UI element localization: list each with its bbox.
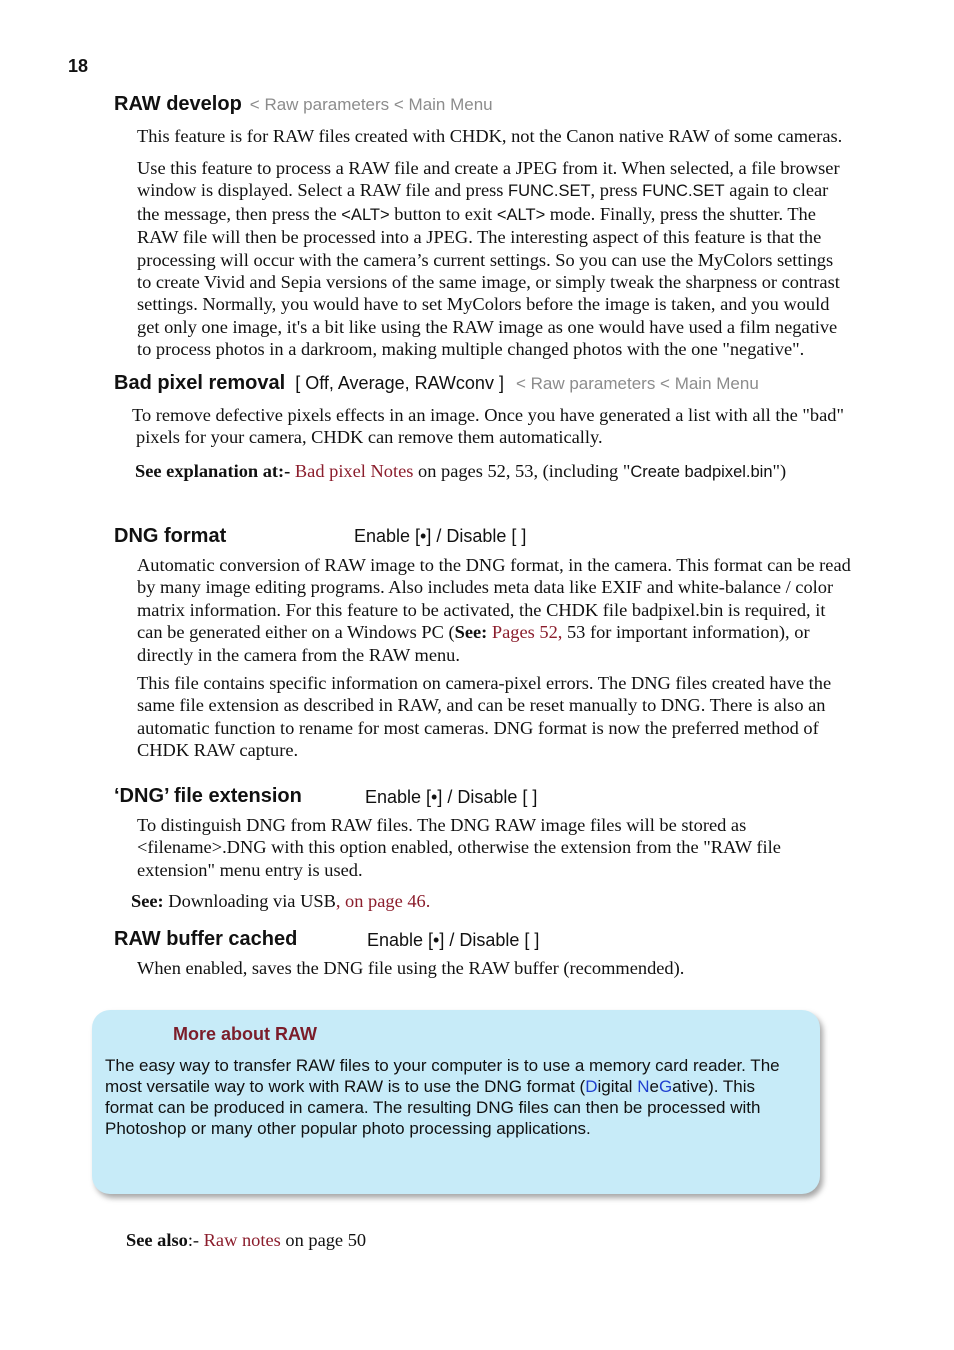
text-line: by many image editing programs. Also includes meta data like EXIF and white-balance / color: [137, 577, 834, 598]
text-line: to create Vivid and Sepia versions of the same image, or simply tweak the sharpness or contrast: [137, 272, 840, 293]
text-line: <filename>.DNG with this option enabled, otherwise the extension from the "RAW file: [137, 837, 781, 858]
bad-pixel-heading-row: [114, 372, 759, 395]
raw-develop-breadcrumb[interactable]: < Raw parameters < Main Menu: [249, 95, 493, 114]
text-line: To distinguish DNG from RAW files. The DNG RAW image files will be stored as: [137, 815, 747, 835]
pages-52-link[interactable]: Pages 52,: [487, 622, 563, 643]
text-line: processing will occur with the camera’s current settings. So you can use the MyColors settings: [137, 249, 834, 270]
badpixel-file-name: Create badpixel.bin: [630, 463, 773, 481]
dng-ext-options: Enable [•] / Disable [ ]: [365, 787, 538, 807]
text-line: extension" menu entry is used.: [137, 859, 363, 880]
text-line: Use this feature to process a RAW file and create a JPEG from it. When selected, a file browser: [137, 158, 840, 178]
bad-pixel-line-1: To remove defective pixels effects in an image. Once you have generated a list with all the "bad": [132, 405, 844, 425]
text-line: can be generated either on a Windows PC (See: Pages 52, 53 for important information), or: [137, 622, 810, 643]
dng-format-body: [137, 554, 851, 666]
see-label: See explanation at:-: [135, 461, 291, 481]
text-line: CHDK RAW capture.: [137, 740, 299, 761]
alt-key: <ALT>: [496, 205, 546, 224]
text-line: most versatile way to work with RAW is to use the DNG format (Digital NeGative). This: [105, 1077, 755, 1096]
page-number: 18: [68, 56, 89, 76]
text-line: window is displayed. Select a RAW file and press FUNC.SET, press FUNC.SET again to clear: [137, 180, 829, 201]
see-also-label: See also: [126, 1230, 188, 1250]
text-line: directly in the camera from the RAW menu.: [137, 644, 460, 665]
bad-pixel-options: [ Off, Average, RAWconv ]: [295, 373, 504, 393]
func-set-key: FUNC.SET: [508, 182, 591, 201]
bad-pixel-notes-link[interactable]: Bad pixel Notes: [294, 461, 414, 481]
text-line: Automatic conversion of RAW image to the DNG format, in the camera. This format can be read: [137, 555, 851, 575]
raw-buffer-title: RAW buffer cached: [114, 928, 298, 950]
bad-pixel-line-2: pixels for your camera, CHDK can remove them automatically.: [136, 427, 603, 447]
raw-notes-link[interactable]: Raw notes: [203, 1230, 281, 1250]
text-line: settings. Normally, you would have to set MyColors before the image is taken, and you would: [137, 294, 830, 315]
see-label: See:: [131, 891, 164, 911]
text-line: automatic function to rename for most cameras. DNG format is now the preferred method of: [137, 717, 819, 738]
text-line: format can be produced in camera. The resulting DNG files can then be processed with: [105, 1098, 761, 1117]
text-line: RAW file will then be processed into a JPEG. The interesting aspect of this feature is that the: [137, 227, 822, 248]
bad-pixel-breadcrumb[interactable]: < Raw parameters < Main Menu: [515, 374, 759, 393]
dng-ext-body: [137, 814, 781, 881]
text-line: to process photos in a darkroom, making multiple changed photos with the one "negative".: [137, 339, 805, 360]
text-line: same file extension as described in RAW, and can be reset manually to DNG. There is also an: [137, 695, 826, 716]
text-line: matrix information. For this feature to be activated, the CHDK file badpixel.bin is required, it: [137, 599, 826, 620]
text-line: Photoshop or many other popular photo processing applications.: [105, 1119, 591, 1138]
page-46-link[interactable]: , on page 46.: [335, 891, 431, 911]
raw-develop-body: [137, 157, 840, 361]
dng-format-body-2: [137, 672, 831, 762]
see-also: See also:- Raw notes on page 50: [126, 1230, 367, 1250]
raw-buffer-body: When enabled, saves the DNG file using the RAW buffer (recommended).: [137, 958, 685, 978]
callout-body: [105, 1055, 780, 1139]
callout-title: More about RAW: [173, 1024, 317, 1044]
alt-key: <ALT>: [341, 205, 390, 224]
text-line: get only one image, it's a bit like using the RAW image as one would have used a film negative: [137, 316, 838, 337]
bad-pixel-title: Bad pixel removal: [114, 372, 286, 394]
dng-ext-title: ‘DNG’ file extension: [114, 785, 302, 807]
text-line: This file contains specific information on camera-pixel errors. The DNG files created have the: [137, 673, 832, 693]
bad-pixel-see: See explanation at:- Bad pixel Notes on pages 52, 53, (including "Create badpixel.bin"): [135, 461, 787, 481]
dng-ext-see: See: Downloading via USB, on page 46.: [131, 891, 431, 911]
raw-develop-title: RAW develop: [114, 93, 242, 115]
dng-format-title: DNG format: [114, 525, 227, 547]
raw-buffer-options: Enable [•] / Disable [ ]: [367, 930, 540, 950]
raw-develop-heading-row: [114, 93, 493, 116]
text-line: The easy way to transfer RAW files to your computer is to use a memory card reader. The: [105, 1056, 780, 1075]
raw-develop-intro: This feature is for RAW files created with CHDK, not the Canon native RAW of some cameras.: [137, 126, 843, 146]
dng-format-options: Enable [•] / Disable [ ]: [354, 526, 527, 546]
func-set-key: FUNC.SET: [642, 182, 725, 201]
text-line: the message, then press the <ALT> button to exit <ALT> mode. Finally, press the shutter. The: [137, 203, 816, 224]
